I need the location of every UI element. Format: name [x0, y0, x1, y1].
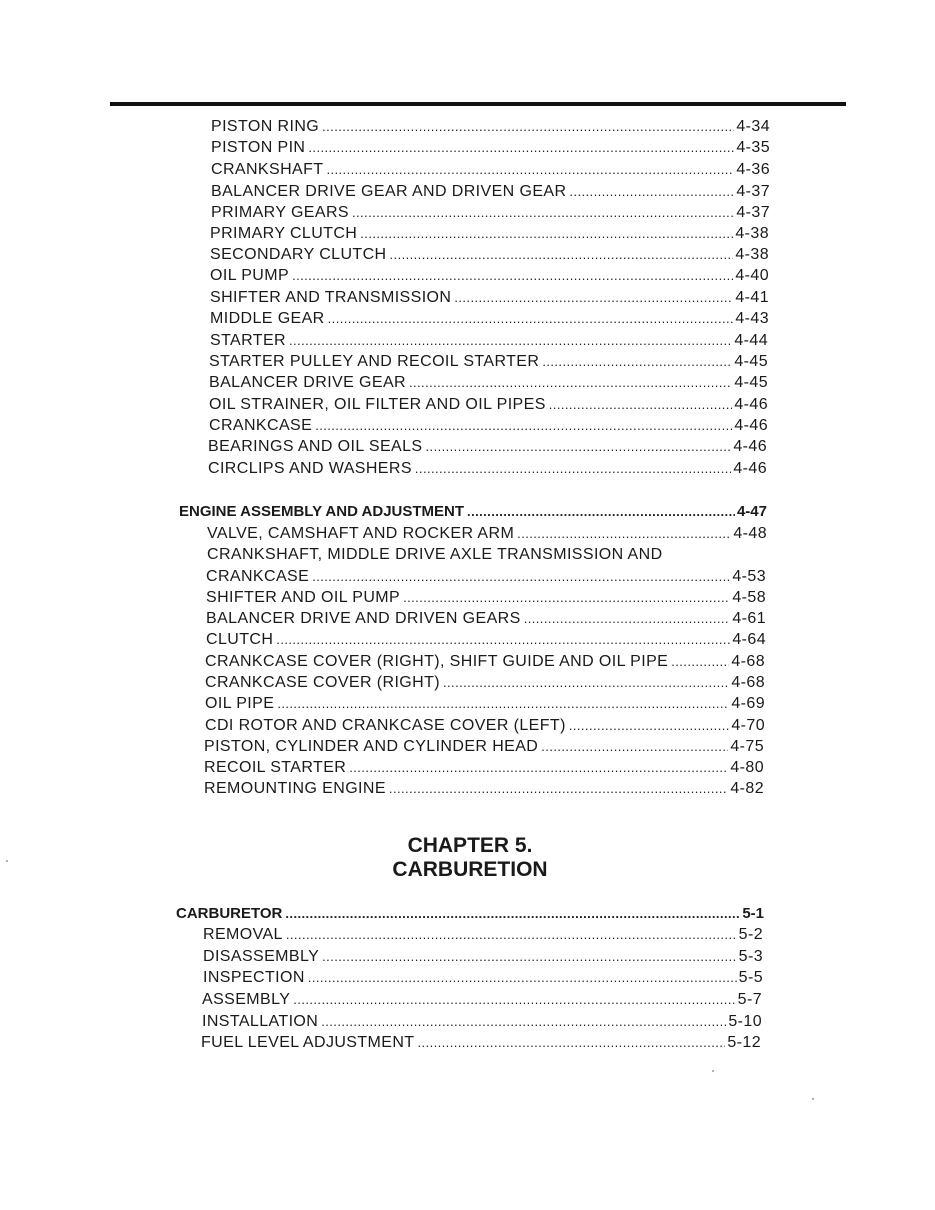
toc-entry[interactable] [211, 182, 770, 202]
toc-entry-page: 4-41 [735, 289, 769, 306]
toc-entry[interactable] [203, 925, 763, 945]
dot-leader [308, 968, 737, 988]
dot-leader [289, 331, 732, 351]
toc-entry-title: FUEL LEVEL ADJUSTMENT [201, 1034, 415, 1051]
toc-entry-title: VALVE, CAMSHAFT AND ROCKER ARM [207, 525, 515, 542]
dot-leader [326, 160, 734, 180]
chapter-heading-line1: CHAPTER 5. [407, 834, 533, 857]
toc-entry-title: BALANCER DRIVE AND DRIVEN GEARS [206, 610, 521, 627]
dot-leader [308, 138, 734, 158]
toc-entry-title: INSTALLATION [202, 1013, 319, 1030]
toc-entry-title: RECOIL STARTER [204, 759, 347, 776]
toc-entry[interactable] [209, 395, 768, 415]
dot-leader [292, 266, 733, 286]
dot-leader [360, 224, 733, 244]
toc-entry[interactable] [210, 266, 769, 286]
scan-speck [812, 1098, 814, 1100]
toc-entry[interactable] [201, 1033, 761, 1053]
toc-entry-page: 4-40 [735, 267, 769, 284]
toc-entry[interactable] [203, 968, 763, 988]
toc-entry-page: 4-43 [735, 310, 769, 327]
dot-leader [277, 694, 729, 714]
toc-entry-title: CRANKCASE COVER (RIGHT) [205, 674, 440, 691]
toc-entry-title: OIL STRAINER, OIL FILTER AND OIL PIPES [209, 396, 546, 413]
toc-entry-title: BALANCER DRIVE GEAR [209, 374, 406, 391]
toc-entry[interactable] [205, 694, 765, 714]
toc-entry-title: DISASSEMBLY [203, 948, 320, 965]
toc-entry[interactable] [211, 117, 770, 137]
toc-entry-title: CRANKCASE COVER (RIGHT), SHIFT GUIDE AND OIL PIPE [205, 653, 669, 670]
toc-entry-page: 5-12 [727, 1034, 761, 1051]
toc-entry-title-line1[interactable]: CRANKSHAFT, MIDDLE DRIVE AXLE TRANSMISSION AND [207, 546, 663, 563]
toc-entry-page: 4-37 [736, 204, 770, 221]
toc-entry-page: 4-46 [733, 460, 767, 477]
toc-entry[interactable] [210, 309, 769, 329]
dot-leader [415, 459, 731, 479]
toc-entry[interactable] [203, 947, 763, 967]
toc-entry-page: 4-45 [734, 374, 768, 391]
toc-entry[interactable] [208, 459, 767, 479]
toc-entry-page: 4-61 [732, 610, 766, 627]
toc-section-title: ENGINE ASSEMBLY AND ADJUSTMENT [179, 503, 465, 520]
toc-entry-title: BEARINGS AND OIL SEALS [208, 438, 423, 455]
dot-leader [542, 352, 732, 372]
dot-leader [541, 737, 728, 757]
toc-entry-title: INSPECTION [203, 969, 305, 986]
toc-entry[interactable] [204, 758, 764, 778]
toc-entry-title: PRIMARY GEARS [211, 204, 349, 221]
toc-entry[interactable] [210, 331, 768, 351]
toc-entry[interactable] [206, 588, 766, 608]
dot-leader [293, 990, 735, 1010]
dot-leader [443, 673, 729, 693]
toc-entry[interactable] [207, 524, 767, 544]
toc-entry-title: STARTER [210, 332, 286, 349]
toc-entry-title: SHIFTER AND TRANSMISSION [210, 289, 452, 306]
toc-entry-title: CDI ROTOR AND CRANKCASE COVER (LEFT) [205, 717, 566, 734]
toc-entry[interactable] [205, 652, 765, 672]
toc-entry-title: BALANCER DRIVE GEAR AND DRIVEN GEAR [211, 183, 567, 200]
chapter-heading-line2: CARBURETION [392, 858, 548, 881]
toc-entry-page: 4-44 [734, 332, 768, 349]
toc-section-title: CARBURETOR [176, 905, 283, 922]
toc-entry[interactable] [211, 138, 770, 158]
dot-leader [418, 1033, 726, 1053]
dot-leader [286, 925, 737, 945]
toc-entry-title: CRANKSHAFT [211, 161, 324, 178]
toc-entry-title: PRIMARY CLUTCH [210, 225, 358, 242]
toc-entry-page: 4-48 [733, 525, 767, 542]
toc-entry-title: SECONDARY CLUTCH [210, 246, 387, 263]
toc-entry-page: 4-38 [735, 225, 769, 242]
dot-leader [321, 1012, 726, 1032]
toc-entry-page: 4-46 [734, 417, 768, 434]
dot-leader [352, 203, 734, 223]
toc-entry-page: 4-35 [736, 139, 770, 156]
dot-leader [285, 904, 740, 924]
toc-entry-title: PISTON PIN [211, 139, 306, 156]
toc-entry-page: 4-70 [731, 717, 765, 734]
toc-entry-title: OIL PUMP [210, 267, 290, 284]
dot-leader [389, 779, 728, 799]
toc-entry-title: PISTON, CYLINDER AND CYLINDER HEAD [204, 738, 539, 755]
toc-entry[interactable] [211, 203, 770, 223]
dot-leader [524, 609, 731, 629]
dot-leader [328, 309, 734, 329]
dot-leader [409, 373, 732, 393]
toc-entry[interactable] [204, 737, 764, 757]
toc-entry-title: CRANKCASE [206, 568, 310, 585]
toc-entry-page: 4-37 [736, 183, 770, 200]
dot-leader [390, 245, 734, 265]
dot-leader [671, 652, 729, 672]
toc-entry[interactable] [209, 352, 768, 372]
dot-leader [517, 524, 731, 544]
toc-entry-page: 4-36 [736, 161, 770, 178]
toc-entry[interactable] [210, 245, 769, 265]
toc-entry[interactable] [208, 437, 767, 457]
dot-leader [569, 182, 734, 202]
toc-entry[interactable] [206, 630, 766, 650]
top-rule [110, 102, 846, 106]
dot-leader [276, 630, 730, 650]
toc-entry-page: 4-45 [734, 353, 768, 370]
dot-leader [467, 502, 735, 522]
dot-leader [312, 567, 730, 587]
dot-leader [426, 437, 732, 457]
toc-entry-page: 4-82 [730, 780, 764, 797]
toc-entry-page: 4-38 [735, 246, 769, 263]
scan-speck [712, 1070, 714, 1072]
toc-entry[interactable] [204, 779, 764, 799]
toc-entry[interactable] [209, 373, 768, 393]
toc-entry-page: 4-34 [736, 118, 770, 135]
toc-section-page: 5-1 [742, 905, 764, 922]
toc-entry-page: 5-7 [737, 991, 762, 1008]
toc-section-engine-assembly[interactable] [179, 502, 767, 522]
dot-leader [349, 758, 728, 778]
toc-entry[interactable] [205, 716, 765, 736]
toc-entry-title: REMOUNTING ENGINE [204, 780, 386, 797]
toc-entry-title: MIDDLE GEAR [210, 310, 325, 327]
dot-leader [454, 288, 733, 308]
toc-entry-page: 4-75 [730, 738, 764, 755]
toc-entry-page: 4-64 [732, 631, 766, 648]
toc-entry-title: REMOVAL [203, 926, 283, 943]
toc-section-carburetor[interactable] [176, 904, 764, 924]
toc-entry-page: 4-53 [732, 568, 766, 585]
toc-entry-page: 4-46 [734, 396, 768, 413]
toc-entry-title: PISTON RING [211, 118, 320, 135]
toc-entry[interactable] [210, 224, 769, 244]
toc-entry-title: CRANKCASE [209, 417, 313, 434]
toc-entry-page: 4-46 [733, 438, 767, 455]
dot-leader [569, 716, 730, 736]
toc-entry-page: 5-10 [728, 1013, 762, 1030]
dot-leader [315, 416, 732, 436]
scan-speck [6, 860, 8, 862]
toc-entry[interactable] [210, 288, 769, 308]
toc-entry-title: ASSEMBLY [202, 991, 291, 1008]
toc-entry-title: CIRCLIPS AND WASHERS [208, 460, 412, 477]
toc-entry-page: 4-58 [732, 589, 766, 606]
toc-entry[interactable] [209, 416, 768, 436]
toc-entry-title: STARTER PULLEY AND RECOIL STARTER [209, 353, 540, 370]
dot-leader [322, 117, 734, 137]
toc-entry-title: SHIFTER AND OIL PUMP [206, 589, 401, 606]
toc-entry-page: 4-68 [731, 653, 765, 670]
toc-entry[interactable] [206, 567, 766, 587]
toc-entry-page: 4-69 [731, 695, 765, 712]
toc-entry[interactable] [211, 160, 770, 180]
toc-entry[interactable] [202, 1012, 762, 1032]
toc-entry-title: OIL PIPE [205, 695, 275, 712]
toc-entry[interactable] [205, 673, 765, 693]
toc-entry-title: CLUTCH [206, 631, 274, 648]
toc-entry-page: 4-80 [730, 759, 764, 776]
toc-entry-page: 5-2 [738, 926, 763, 943]
dot-leader [403, 588, 730, 608]
toc-entry-page: 5-5 [738, 969, 763, 986]
toc-entry-page: 5-3 [738, 948, 763, 965]
dot-leader [322, 947, 737, 967]
toc-entry-page: 4-68 [731, 674, 765, 691]
toc-entry[interactable] [202, 990, 762, 1010]
dot-leader [549, 395, 733, 415]
toc-section-page: 4-47 [736, 503, 767, 520]
toc-entry[interactable] [206, 609, 766, 629]
